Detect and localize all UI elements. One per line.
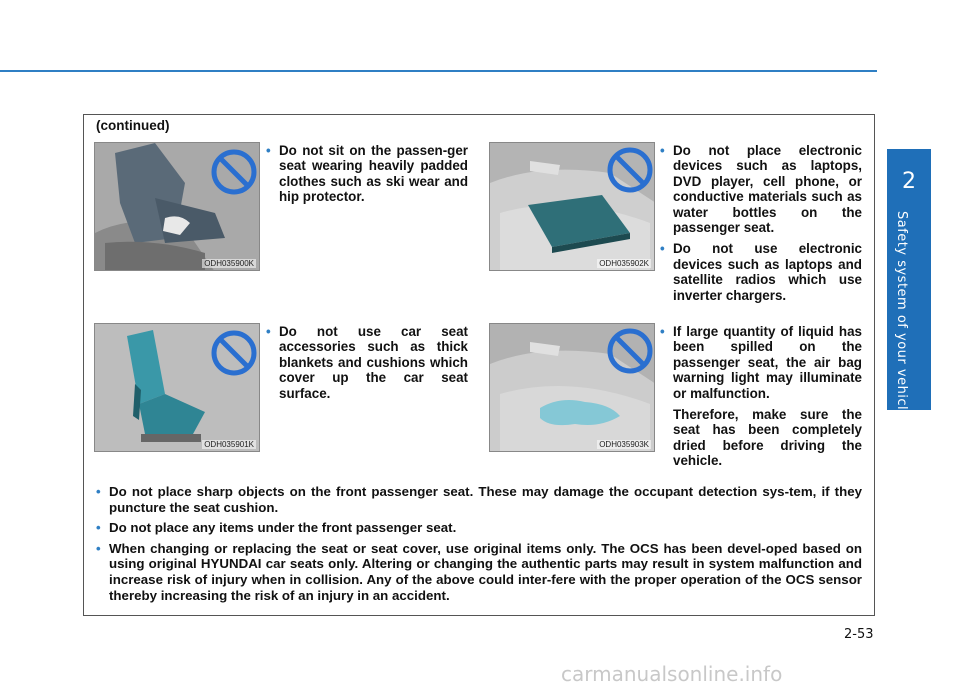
figure-code: ODH035900K: [204, 259, 254, 268]
bullet-item: • Do not place electronic devices such as laptops, DVD player, cell phone, or conductive materials such as water bottles on the passenger seat.: [660, 143, 862, 236]
continued-label: (continued): [96, 118, 170, 133]
watermark: carmanualsonline.info: [561, 662, 783, 686]
bullet-item: • Do not use car seat accessories such as thick blankets and cushions which cover up the car seat surface.: [266, 324, 468, 401]
no-entry-icon: [607, 147, 653, 193]
no-entry-icon: [211, 330, 257, 376]
bullet-item: • Do not use electronic devices such as laptops and satellite radios which use inverter chargers.: [660, 241, 862, 303]
figure-seat-cover: [94, 323, 260, 452]
bullet-item: • Do not sit on the passen-ger seat wearing heavily padded clothes such as ski wear and hip protector.: [266, 143, 468, 205]
bullet-item: • When changing or replacing the seat or seat cover, use original items only. The OCS has been devel-oped based on using original HYUNDAI car seats only. Altering or changing the authentic parts may result in system malfunction and increase risk of injury when in collision. Any of the above could inter-fere with the proper operation of the OCS sensor thereby increasing the risk of an injury in an accident.: [96, 540, 862, 603]
chapter-tab: [887, 149, 931, 419]
text-block-heavy-clothes: [266, 143, 468, 211]
no-entry-icon: [211, 149, 257, 195]
bullet-item: • If large quantity of liquid has been spilled on the passenger seat, the air bag warning light may illuminate or malfunction.: [660, 324, 862, 401]
text-block-liquid: [660, 324, 862, 475]
figure-liquid-spill: [489, 323, 655, 452]
text-block-electronics: [660, 143, 862, 309]
bullet-icon: •: [660, 241, 665, 257]
paragraph: Therefore, make sure the seat has been completely dried before driving the vehicle.: [673, 407, 862, 469]
page-number: 2-53: [844, 627, 874, 642]
figure-code: ODH035902K: [599, 259, 649, 268]
bullet-icon: •: [96, 520, 101, 536]
bullet-item: • Do not place sharp objects on the front passenger seat. These may damage the occupant detection sys-tem, if they puncture the seat cushion.: [96, 484, 862, 515]
bullet-icon: •: [96, 484, 101, 499]
figure-laptop-on-seat: [489, 142, 655, 271]
bottom-bullet-list: [96, 484, 862, 608]
figure-heavy-clothes: [94, 142, 260, 271]
bullet-icon: •: [96, 540, 101, 556]
bullet-icon: •: [266, 324, 271, 339]
no-entry-icon: [607, 328, 653, 374]
figure-code: ODH035903K: [599, 440, 649, 449]
text-block-seat-accessories: [266, 324, 468, 407]
top-rule: [0, 70, 877, 72]
figure-code: ODH035901K: [204, 440, 254, 449]
bullet-item: • Do not place any items under the front passenger seat.: [96, 520, 457, 536]
bullet-icon: •: [266, 143, 271, 158]
chapter-number: 2: [902, 169, 916, 194]
bullet-icon: •: [660, 143, 665, 158]
bullet-icon: •: [660, 324, 665, 339]
chapter-title: Safety system of your vehicle: [894, 211, 909, 419]
